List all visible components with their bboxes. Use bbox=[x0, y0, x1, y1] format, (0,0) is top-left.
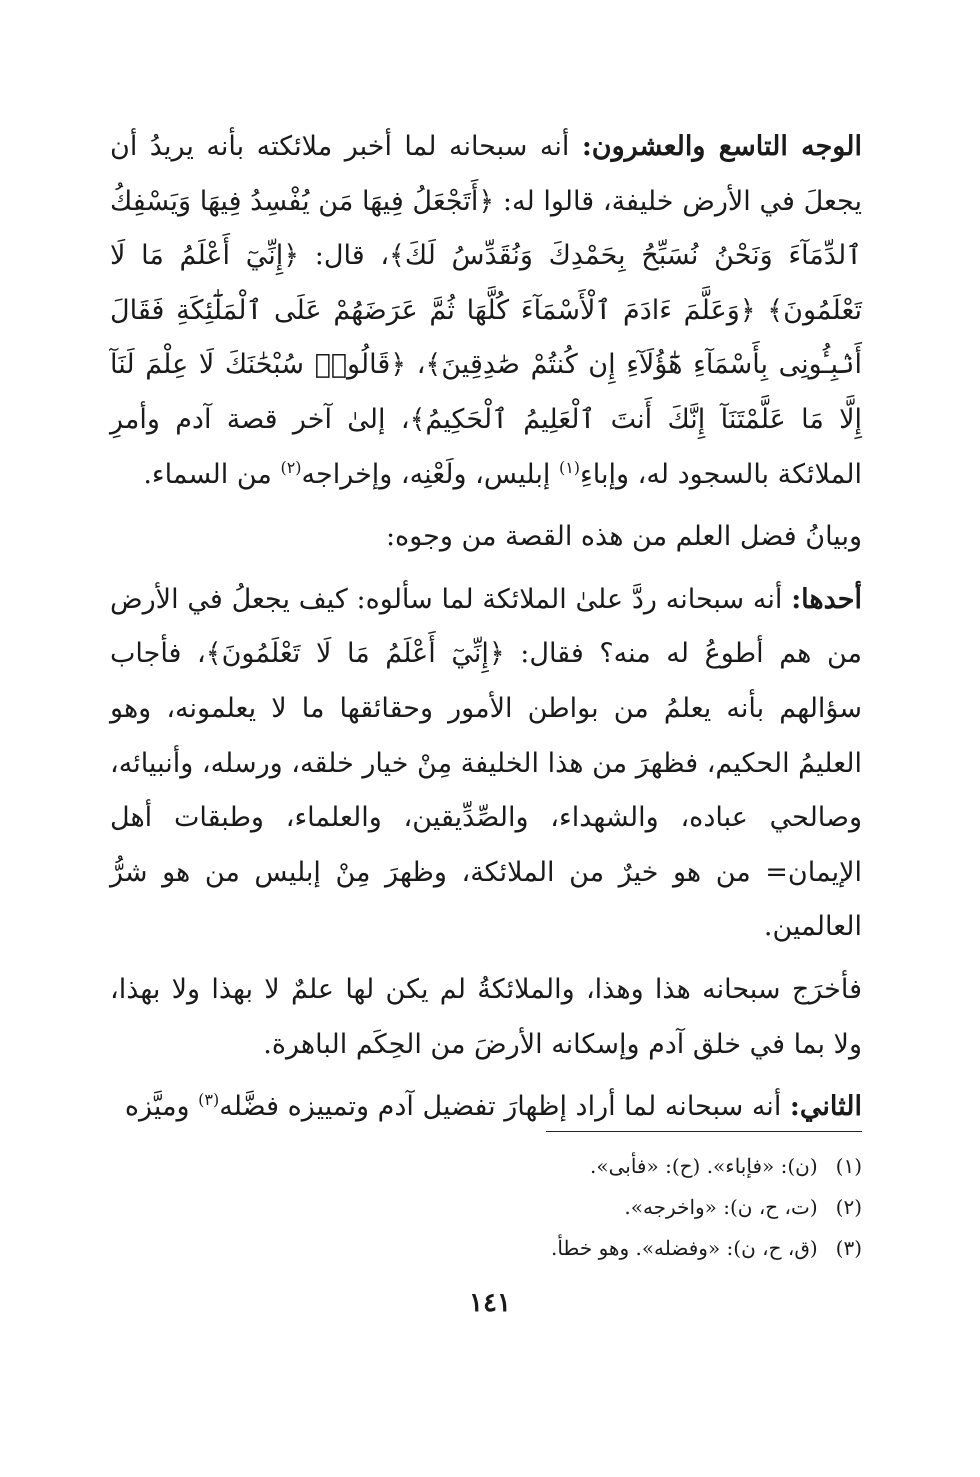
paragraph-text: فأخرَج سبحانه هذا وهذا، والملائكةُ لم يكن لها علمٌ لا بهذا ولا بهذا، ولا بما في خلق آدم وإسكانه الأرضَ من الحِكَم الباهرة. bbox=[110, 973, 862, 1060]
footnote-text: (ق، ح، ن): «وفضله». وهو خطأ. bbox=[550, 1236, 818, 1260]
paragraph-29th-aspect bbox=[110, 120, 862, 502]
footnote-ref: (٣) bbox=[198, 1090, 220, 1110]
footnote-separator bbox=[546, 1131, 862, 1132]
paragraph-text: أنه سبحانه لما أخبر ملائكته بأنه يريدُ أن يجعلَ في الأرض خليفة، قالوا له: ﴿أَتَجْعَلُ فِيهَا مَن يُفْسِدُ فِيهَا وَيَسْفِكُ ٱلدِّمَآءَ وَنَحْنُ نُسَبِّحُ بِحَمْدِكَ وَنُقَدِّسُ لَكَ﴾، قال: ﴿إِنِّيٓ أَعْلَمُ مَا لَا تَعْلَمُونَ﴾ ﴿وَعَلَّمَ ءَادَمَ ٱلْأَسْمَآءَ كُلَّهَا ثُمَّ عَرَضَهُمْ عَلَى ٱلْمَلَٰٓئِكَةِ فَقَالَ أَنۢبِـُٔونِى بِأَسْمَآءِ هَٰٓؤُلَآءِ إِن كُنتُمْ صَٰدِقِينَ﴾، ﴿قَالُوا۟ سُبْحَٰنَكَ لَا عِلْمَ لَنَآ إِلَّا مَا عَلَّمْتَنَآ إِنَّكَ أَنتَ ٱلْعَلِيمُ ٱلْحَكِيمُ﴾، إلىٰ آخر قصة آدم وأمرِ الملائكة بالسجود له، وإباءِ bbox=[110, 131, 862, 490]
footnote-number: (١) bbox=[835, 1154, 862, 1178]
paragraph-text: من السماء. bbox=[143, 458, 281, 490]
footnote-item bbox=[110, 1146, 862, 1187]
paragraph-first bbox=[110, 573, 862, 955]
paragraph-text: أنه سبحانه ردَّ علىٰ الملائكة لما سألوه: كيف يجعلُ في الأرض من هم أطوعُ له منه؟ فقال: ﴿إِنِّيٓ أَعْلَمُ مَا لَا تَعْلَمُونَ﴾، فأجاب سؤالهم بأنه يعلمُ من بواطن الأمور وحقائقها ما لا يعلمونه، وهو العليمُ الحكيم، فظهرَ من هذا الخليفة مِنْ خيار خلقه، ورسله، وأنبيائه، وصالحي عباده، والشهداء، والصِّدِّيقين، والعلماء، وطبقات أهل الإيمان= من هو خيرٌ من الملائكة، وظهرَ مِنْ إبليس من هو شرُّ العالمين. bbox=[110, 583, 862, 943]
footnote-number: (٢) bbox=[835, 1195, 862, 1219]
main-text bbox=[110, 120, 862, 1143]
footnote-item bbox=[110, 1187, 862, 1228]
page-number: ١٤١ bbox=[469, 1288, 511, 1318]
footnote-item bbox=[110, 1228, 862, 1269]
footnotes bbox=[110, 1146, 862, 1269]
paragraph-intro-aspects bbox=[110, 510, 862, 565]
footnote-number: (٣) bbox=[835, 1236, 862, 1260]
paragraph-lead: الوجه التاسع والعشرون: bbox=[581, 131, 862, 162]
paragraph-second bbox=[110, 1080, 862, 1135]
paragraph-lead: أحدها: bbox=[791, 583, 862, 615]
paragraph-text: إبليس، ولَعْنِه، وإخراجه bbox=[301, 458, 559, 490]
paragraph-text: وميَّزه bbox=[124, 1091, 199, 1123]
paragraph-lead: الثاني: bbox=[789, 1091, 862, 1123]
footnote-text: (ن): «فإباء». (ح): «فأبى». bbox=[590, 1154, 818, 1178]
paragraph-continuation bbox=[110, 963, 862, 1072]
footnote-ref: (١) bbox=[558, 457, 581, 477]
footnote-ref: (٢) bbox=[280, 457, 302, 477]
footnote-text: (ت، ح، ن): «واخرجه». bbox=[624, 1195, 818, 1219]
paragraph-text: وبيانُ فضل العلم من هذه القصة من وجوه: bbox=[385, 521, 862, 553]
paragraph-text: أنه سبحانه لما أراد إظهارَ تفضيل آدم وتمييزه فضَّله bbox=[219, 1091, 790, 1123]
